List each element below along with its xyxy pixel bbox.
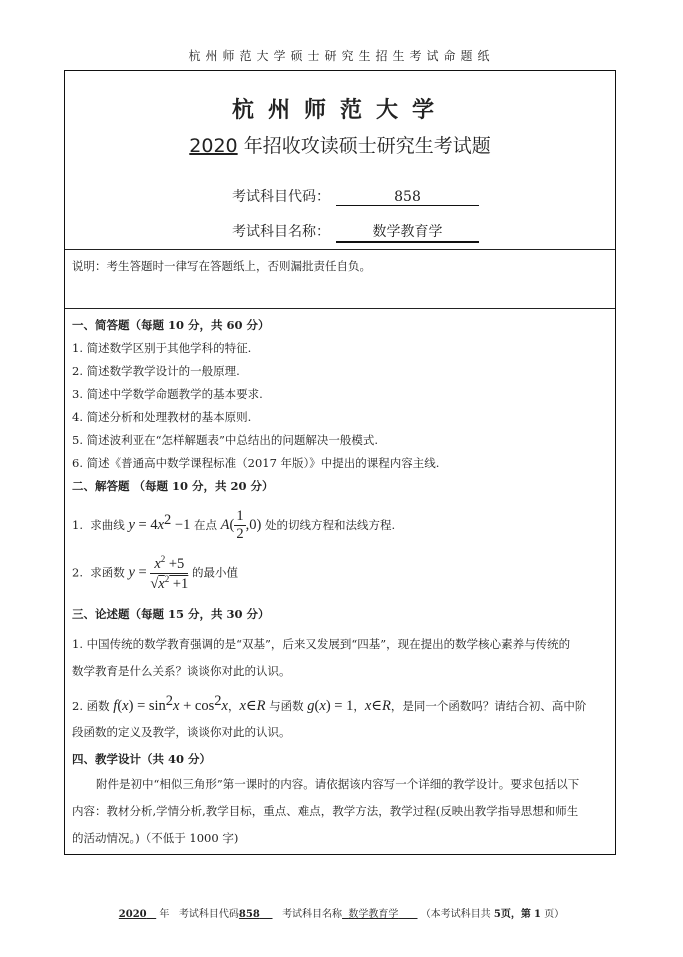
equation-g: g — [307, 697, 315, 714]
q-text: ，是同一个函数吗？请结合初、高中阶 — [390, 698, 587, 713]
section1-item: 1. 简述数学区别于其他学科的特征. — [72, 341, 252, 355]
footer-page-current: 1 — [534, 909, 541, 920]
q-number: 2. — [72, 565, 83, 580]
footer-name-label: 考试科目名称 — [282, 909, 343, 920]
q-text: 的最小值 — [191, 565, 238, 580]
subject-name-label: 考试科目名称： — [232, 224, 330, 240]
exam-year: 2020 — [189, 135, 238, 157]
section1-item: 3. 简述中学数学命题教学的基本要求. — [72, 387, 263, 401]
footer-code-value: 858 — [238, 909, 260, 920]
subject-code-value: 858 — [336, 189, 479, 206]
subject-code-label: 考试科目代码： — [232, 189, 330, 205]
section1-item: 5. 简述波利亚在“怎样解题表”中总结出的问题解决一般模式. — [72, 433, 379, 447]
footer-pages-total: 5页，第 — [493, 909, 531, 920]
footer-year-suffix: 年 — [159, 909, 170, 920]
section3-q2-line2: 段函数的定义及教学，谈谈你对此的认识。 — [72, 725, 291, 739]
section2-question-1: 1. 求曲线 $y = 4x^2 -1$ 在点 A( $\frac{1}{2}$ ,0) 处的切线方程和法线方程. — [72, 508, 396, 542]
divider-note — [65, 308, 615, 309]
section2-heading: 二、解答题 （每题 10 分，共 20 分） — [72, 479, 274, 493]
university-name: 杭州师范大学 — [231, 98, 448, 123]
q-text: 处的切线方程和法线方程. — [264, 517, 396, 532]
q-text: 在点 — [193, 517, 217, 532]
subject-name-row — [232, 221, 479, 243]
section4-line3: 的活动情况。)（不低于 1000 字) — [72, 831, 239, 845]
footer-name-value: 数学教育学 — [348, 909, 399, 920]
paper-header: 杭州师范大学硕士研究生招生考试命题纸 — [188, 49, 495, 63]
section3-q1-line1: 1. 中国传统的数学教育强调的是“双基”，后来又发展到“四基”，现在提出的数学核心素养与传统的 — [72, 637, 571, 651]
q-text: 求曲线 — [90, 517, 125, 532]
subject-name-value: 数学教育学 — [336, 221, 479, 243]
point-a: A — [220, 516, 230, 533]
paper-footer — [0, 905, 683, 920]
exam-title-suffix: 年招收攻读硕士研究生考试题 — [243, 135, 491, 157]
q-text: 2. 函数 — [72, 698, 110, 713]
q-text: 与函数 — [269, 698, 304, 713]
section4-line1: 附件是初中“相似三角形”第一课时的内容。请依据该内容写一个详细的教学设计。要求包括以下 — [96, 777, 580, 791]
section4-line2: 内容：教材分析,学情分析,教学目标，重点、难点，教学方法，教学过程(反映出教学指导思想和师生 — [72, 804, 579, 818]
q-text: 求函数 — [90, 565, 125, 580]
footer-pages-post: 页） — [544, 909, 565, 920]
footer-code-label: 考试科目代码 — [178, 909, 239, 920]
equation-f: f — [113, 697, 118, 714]
subject-code-row — [232, 186, 479, 206]
section1-item: 4. 简述分析和处理教材的基本原则. — [72, 410, 252, 424]
section1-item: 2. 简述数学教学设计的一般原理. — [72, 364, 240, 378]
equation-curve: y — [128, 516, 135, 533]
equation-function: y — [128, 564, 135, 581]
divider-cover — [65, 249, 615, 250]
exam-box — [64, 70, 616, 855]
section1-item: 6. 简述《普通高中数学课程标准（2017 年版）》中提出的课程内容主线. — [72, 456, 440, 470]
section4-heading: 四、教学设计（共 40 分） — [72, 752, 212, 766]
section1-heading: 一、简答题（每题 10 分，共 60 分） — [72, 318, 270, 332]
footer-pages-pre: （本考试科目共 — [420, 909, 491, 920]
footer-year: 2020 — [118, 909, 147, 920]
q-number: 1. — [72, 517, 83, 532]
section3-q1-line2: 数学教育是什么关系？谈谈你对此的认识。 — [72, 664, 291, 678]
section3-question-2: 2. 函数 $f(x) = \sin^2x + \cos^2x$，x∈R 与函数 g(x) = 1，x∈R，是同一个函数吗？请结合初、高中阶 — [72, 693, 587, 714]
exam-title — [65, 131, 615, 158]
section2-question-2: 2. 求函数 y = $\frac{x^2 +5}{√x^2 +1}$ 的最小值 — [72, 554, 238, 592]
instructions-note: 说明：考生答题时一律写在答题纸上，否则漏批责任自负。 — [72, 259, 371, 273]
section3-heading: 三、论述题（每题 15 分，共 30 分） — [72, 607, 270, 621]
